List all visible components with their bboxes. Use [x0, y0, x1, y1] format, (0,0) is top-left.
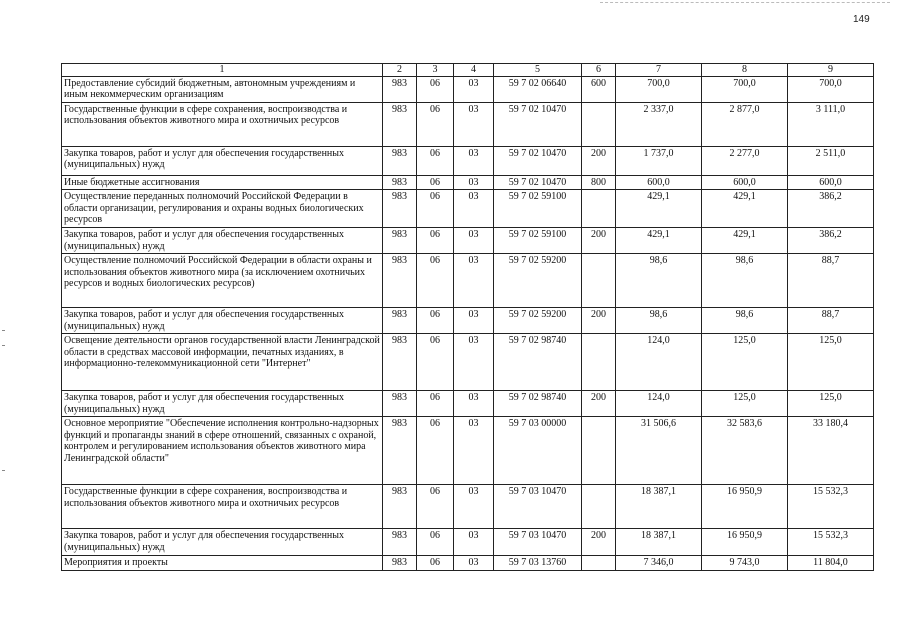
ministry-code-cell: 983	[383, 190, 417, 228]
section-code-cell: 06	[417, 556, 454, 571]
target-article-cell: 59 7 02 10470	[494, 146, 582, 175]
amount-col9-cell: 386,2	[788, 190, 874, 228]
section-code-cell: 06	[417, 102, 454, 146]
target-article-cell: 59 7 02 59100	[494, 190, 582, 228]
amount-col9-cell: 88,7	[788, 308, 874, 334]
amount-col8-cell: 2 277,0	[702, 146, 788, 175]
row-name-cell: Освещение деятельности органов государственной власти Ленинградской области в средствах массовой информации, печатных изданиях, в информационно-телекоммуникационной сети "Интернет"	[62, 334, 383, 391]
amount-col7-cell: 600,0	[616, 175, 702, 190]
row-name-cell: Иные бюджетные ассигнования	[62, 175, 383, 190]
column-header-7: 7	[616, 64, 702, 77]
row-name-cell: Предоставление субсидий бюджетным, автономным учреждениям и иным некоммерческим организациям	[62, 76, 383, 102]
amount-col9-cell: 88,7	[788, 254, 874, 308]
ministry-code-cell: 983	[383, 485, 417, 529]
table-row	[62, 190, 874, 228]
subsection-code-cell: 03	[454, 76, 494, 102]
column-header-6: 6	[582, 64, 616, 77]
ministry-code-cell: 983	[383, 146, 417, 175]
amount-col7-cell: 429,1	[616, 190, 702, 228]
amount-col8-cell: 9 743,0	[702, 556, 788, 571]
amount-col7-cell: 98,6	[616, 254, 702, 308]
expense-type-cell: 200	[582, 308, 616, 334]
page-number: 149	[853, 14, 870, 25]
ministry-code-cell: 983	[383, 391, 417, 417]
column-header-1: 1	[62, 64, 383, 77]
expense-type-cell	[582, 190, 616, 228]
budget-table	[61, 63, 874, 571]
amount-col9-cell: 15 532,3	[788, 529, 874, 556]
section-code-cell: 06	[417, 228, 454, 254]
ministry-code-cell: 983	[383, 102, 417, 146]
expense-type-cell	[582, 102, 616, 146]
expense-type-cell: 200	[582, 391, 616, 417]
ministry-code-cell: 983	[383, 76, 417, 102]
row-name-cell: Закупка товаров, работ и услуг для обеспечения государственных (муниципальных) нужд	[62, 146, 383, 175]
subsection-code-cell: 03	[454, 556, 494, 571]
amount-col7-cell: 31 506,6	[616, 417, 702, 485]
amount-col9-cell: 600,0	[788, 175, 874, 190]
row-name-cell: Закупка товаров, работ и услуг для обеспечения государственных (муниципальных) нужд	[62, 308, 383, 334]
section-code-cell: 06	[417, 334, 454, 391]
amount-col8-cell: 600,0	[702, 175, 788, 190]
expense-type-cell	[582, 556, 616, 571]
column-header-2: 2	[383, 64, 417, 77]
amount-col9-cell: 700,0	[788, 76, 874, 102]
expense-type-cell: 800	[582, 175, 616, 190]
row-name-cell: Мероприятия и проекты	[62, 556, 383, 571]
amount-col8-cell: 16 950,9	[702, 485, 788, 529]
table-row	[62, 391, 874, 417]
amount-col8-cell: 125,0	[702, 391, 788, 417]
section-code-cell: 06	[417, 146, 454, 175]
amount-col9-cell: 125,0	[788, 391, 874, 417]
ministry-code-cell: 983	[383, 529, 417, 556]
subsection-code-cell: 03	[454, 308, 494, 334]
amount-col9-cell: 11 804,0	[788, 556, 874, 571]
target-article-cell: 59 7 02 59200	[494, 308, 582, 334]
margin-mark	[2, 330, 5, 331]
column-header-3: 3	[417, 64, 454, 77]
target-article-cell: 59 7 02 10470	[494, 102, 582, 146]
expense-type-cell	[582, 485, 616, 529]
amount-col8-cell: 98,6	[702, 308, 788, 334]
amount-col7-cell: 18 387,1	[616, 529, 702, 556]
ministry-code-cell: 983	[383, 228, 417, 254]
table-row	[62, 308, 874, 334]
row-name-cell: Государственные функции в сфере сохранения, воспроизводства и использования объектов животного мира и охотничьих ресурсов	[62, 485, 383, 529]
amount-col9-cell: 125,0	[788, 334, 874, 391]
column-header-9: 9	[788, 64, 874, 77]
amount-col9-cell: 3 111,0	[788, 102, 874, 146]
section-code-cell: 06	[417, 76, 454, 102]
amount-col8-cell: 429,1	[702, 228, 788, 254]
section-code-cell: 06	[417, 417, 454, 485]
row-name-cell: Осуществление полномочий Российской Федерации в области охраны и использования объектов животного мира (за исключением охотничьих ресурсов и водных биологических ресурсов)	[62, 254, 383, 308]
target-article-cell: 59 7 03 00000	[494, 417, 582, 485]
section-code-cell: 06	[417, 175, 454, 190]
table-row	[62, 175, 874, 190]
amount-col7-cell: 18 387,1	[616, 485, 702, 529]
ministry-code-cell: 983	[383, 175, 417, 190]
section-code-cell: 06	[417, 485, 454, 529]
subsection-code-cell: 03	[454, 485, 494, 529]
amount-col8-cell: 429,1	[702, 190, 788, 228]
target-article-cell: 59 7 02 98740	[494, 391, 582, 417]
expense-type-cell	[582, 417, 616, 485]
row-name-cell: Закупка товаров, работ и услуг для обеспечения государственных (муниципальных) нужд	[62, 228, 383, 254]
target-article-cell: 59 7 02 06640	[494, 76, 582, 102]
column-header-5: 5	[494, 64, 582, 77]
expense-type-cell: 600	[582, 76, 616, 102]
target-article-cell: 59 7 02 98740	[494, 334, 582, 391]
subsection-code-cell: 03	[454, 175, 494, 190]
expense-type-cell: 200	[582, 146, 616, 175]
subsection-code-cell: 03	[454, 417, 494, 485]
amount-col8-cell: 16 950,9	[702, 529, 788, 556]
expense-type-cell	[582, 254, 616, 308]
subsection-code-cell: 03	[454, 529, 494, 556]
amount-col8-cell: 700,0	[702, 76, 788, 102]
target-article-cell: 59 7 02 10470	[494, 175, 582, 190]
amount-col7-cell: 2 337,0	[616, 102, 702, 146]
target-article-cell: 59 7 02 59200	[494, 254, 582, 308]
amount-col7-cell: 124,0	[616, 334, 702, 391]
ministry-code-cell: 983	[383, 334, 417, 391]
expense-type-cell: 200	[582, 529, 616, 556]
subsection-code-cell: 03	[454, 254, 494, 308]
amount-col9-cell: 33 180,4	[788, 417, 874, 485]
amount-col9-cell: 2 511,0	[788, 146, 874, 175]
ministry-code-cell: 983	[383, 308, 417, 334]
amount-col7-cell: 1 737,0	[616, 146, 702, 175]
row-name-cell: Закупка товаров, работ и услуг для обеспечения государственных (муниципальных) нужд	[62, 529, 383, 556]
subsection-code-cell: 03	[454, 228, 494, 254]
section-code-cell: 06	[417, 254, 454, 308]
subsection-code-cell: 03	[454, 146, 494, 175]
ministry-code-cell: 983	[383, 254, 417, 308]
table-row	[62, 529, 874, 556]
target-article-cell: 59 7 02 59100	[494, 228, 582, 254]
amount-col7-cell: 700,0	[616, 76, 702, 102]
amount-col7-cell: 7 346,0	[616, 556, 702, 571]
amount-col8-cell: 32 583,6	[702, 417, 788, 485]
header-row	[62, 64, 874, 77]
target-article-cell: 59 7 03 10470	[494, 529, 582, 556]
table-row	[62, 228, 874, 254]
table-row	[62, 417, 874, 485]
amount-col8-cell: 125,0	[702, 334, 788, 391]
column-header-4: 4	[454, 64, 494, 77]
amount-col7-cell: 429,1	[616, 228, 702, 254]
ministry-code-cell: 983	[383, 417, 417, 485]
margin-mark	[2, 345, 5, 346]
table-row	[62, 76, 874, 102]
amount-col9-cell: 15 532,3	[788, 485, 874, 529]
target-article-cell: 59 7 03 10470	[494, 485, 582, 529]
section-code-cell: 06	[417, 308, 454, 334]
table-row	[62, 485, 874, 529]
table-row	[62, 556, 874, 571]
column-header-8: 8	[702, 64, 788, 77]
table-row	[62, 334, 874, 391]
amount-col8-cell: 2 877,0	[702, 102, 788, 146]
section-code-cell: 06	[417, 391, 454, 417]
section-code-cell: 06	[417, 190, 454, 228]
subsection-code-cell: 03	[454, 190, 494, 228]
subsection-code-cell: 03	[454, 102, 494, 146]
amount-col9-cell: 386,2	[788, 228, 874, 254]
table-row	[62, 102, 874, 146]
amount-col7-cell: 124,0	[616, 391, 702, 417]
section-code-cell: 06	[417, 529, 454, 556]
ministry-code-cell: 983	[383, 556, 417, 571]
row-name-cell: Осуществление переданных полномочий Российской Федерации в области организации, регулирования и охраны водных биологических ресурсов	[62, 190, 383, 228]
amount-col8-cell: 98,6	[702, 254, 788, 308]
target-article-cell: 59 7 03 13760	[494, 556, 582, 571]
subsection-code-cell: 03	[454, 391, 494, 417]
amount-col7-cell: 98,6	[616, 308, 702, 334]
table-row	[62, 146, 874, 175]
row-name-cell: Государственные функции в сфере сохранения, воспроизводства и использования объектов животного мира и охотничьих ресурсов	[62, 102, 383, 146]
top-rule	[600, 2, 890, 3]
expense-type-cell	[582, 334, 616, 391]
table-row	[62, 254, 874, 308]
subsection-code-cell: 03	[454, 334, 494, 391]
margin-mark	[2, 470, 5, 471]
row-name-cell: Основное мероприятие "Обеспечение исполнения контрольно-надзорных функций и пропаганды знаний в сфере отношений, связанных с охраной, контролем и регулированием использования объектов животного мира Ленинградской области"	[62, 417, 383, 485]
row-name-cell: Закупка товаров, работ и услуг для обеспечения государственных (муниципальных) нужд	[62, 391, 383, 417]
expense-type-cell: 200	[582, 228, 616, 254]
